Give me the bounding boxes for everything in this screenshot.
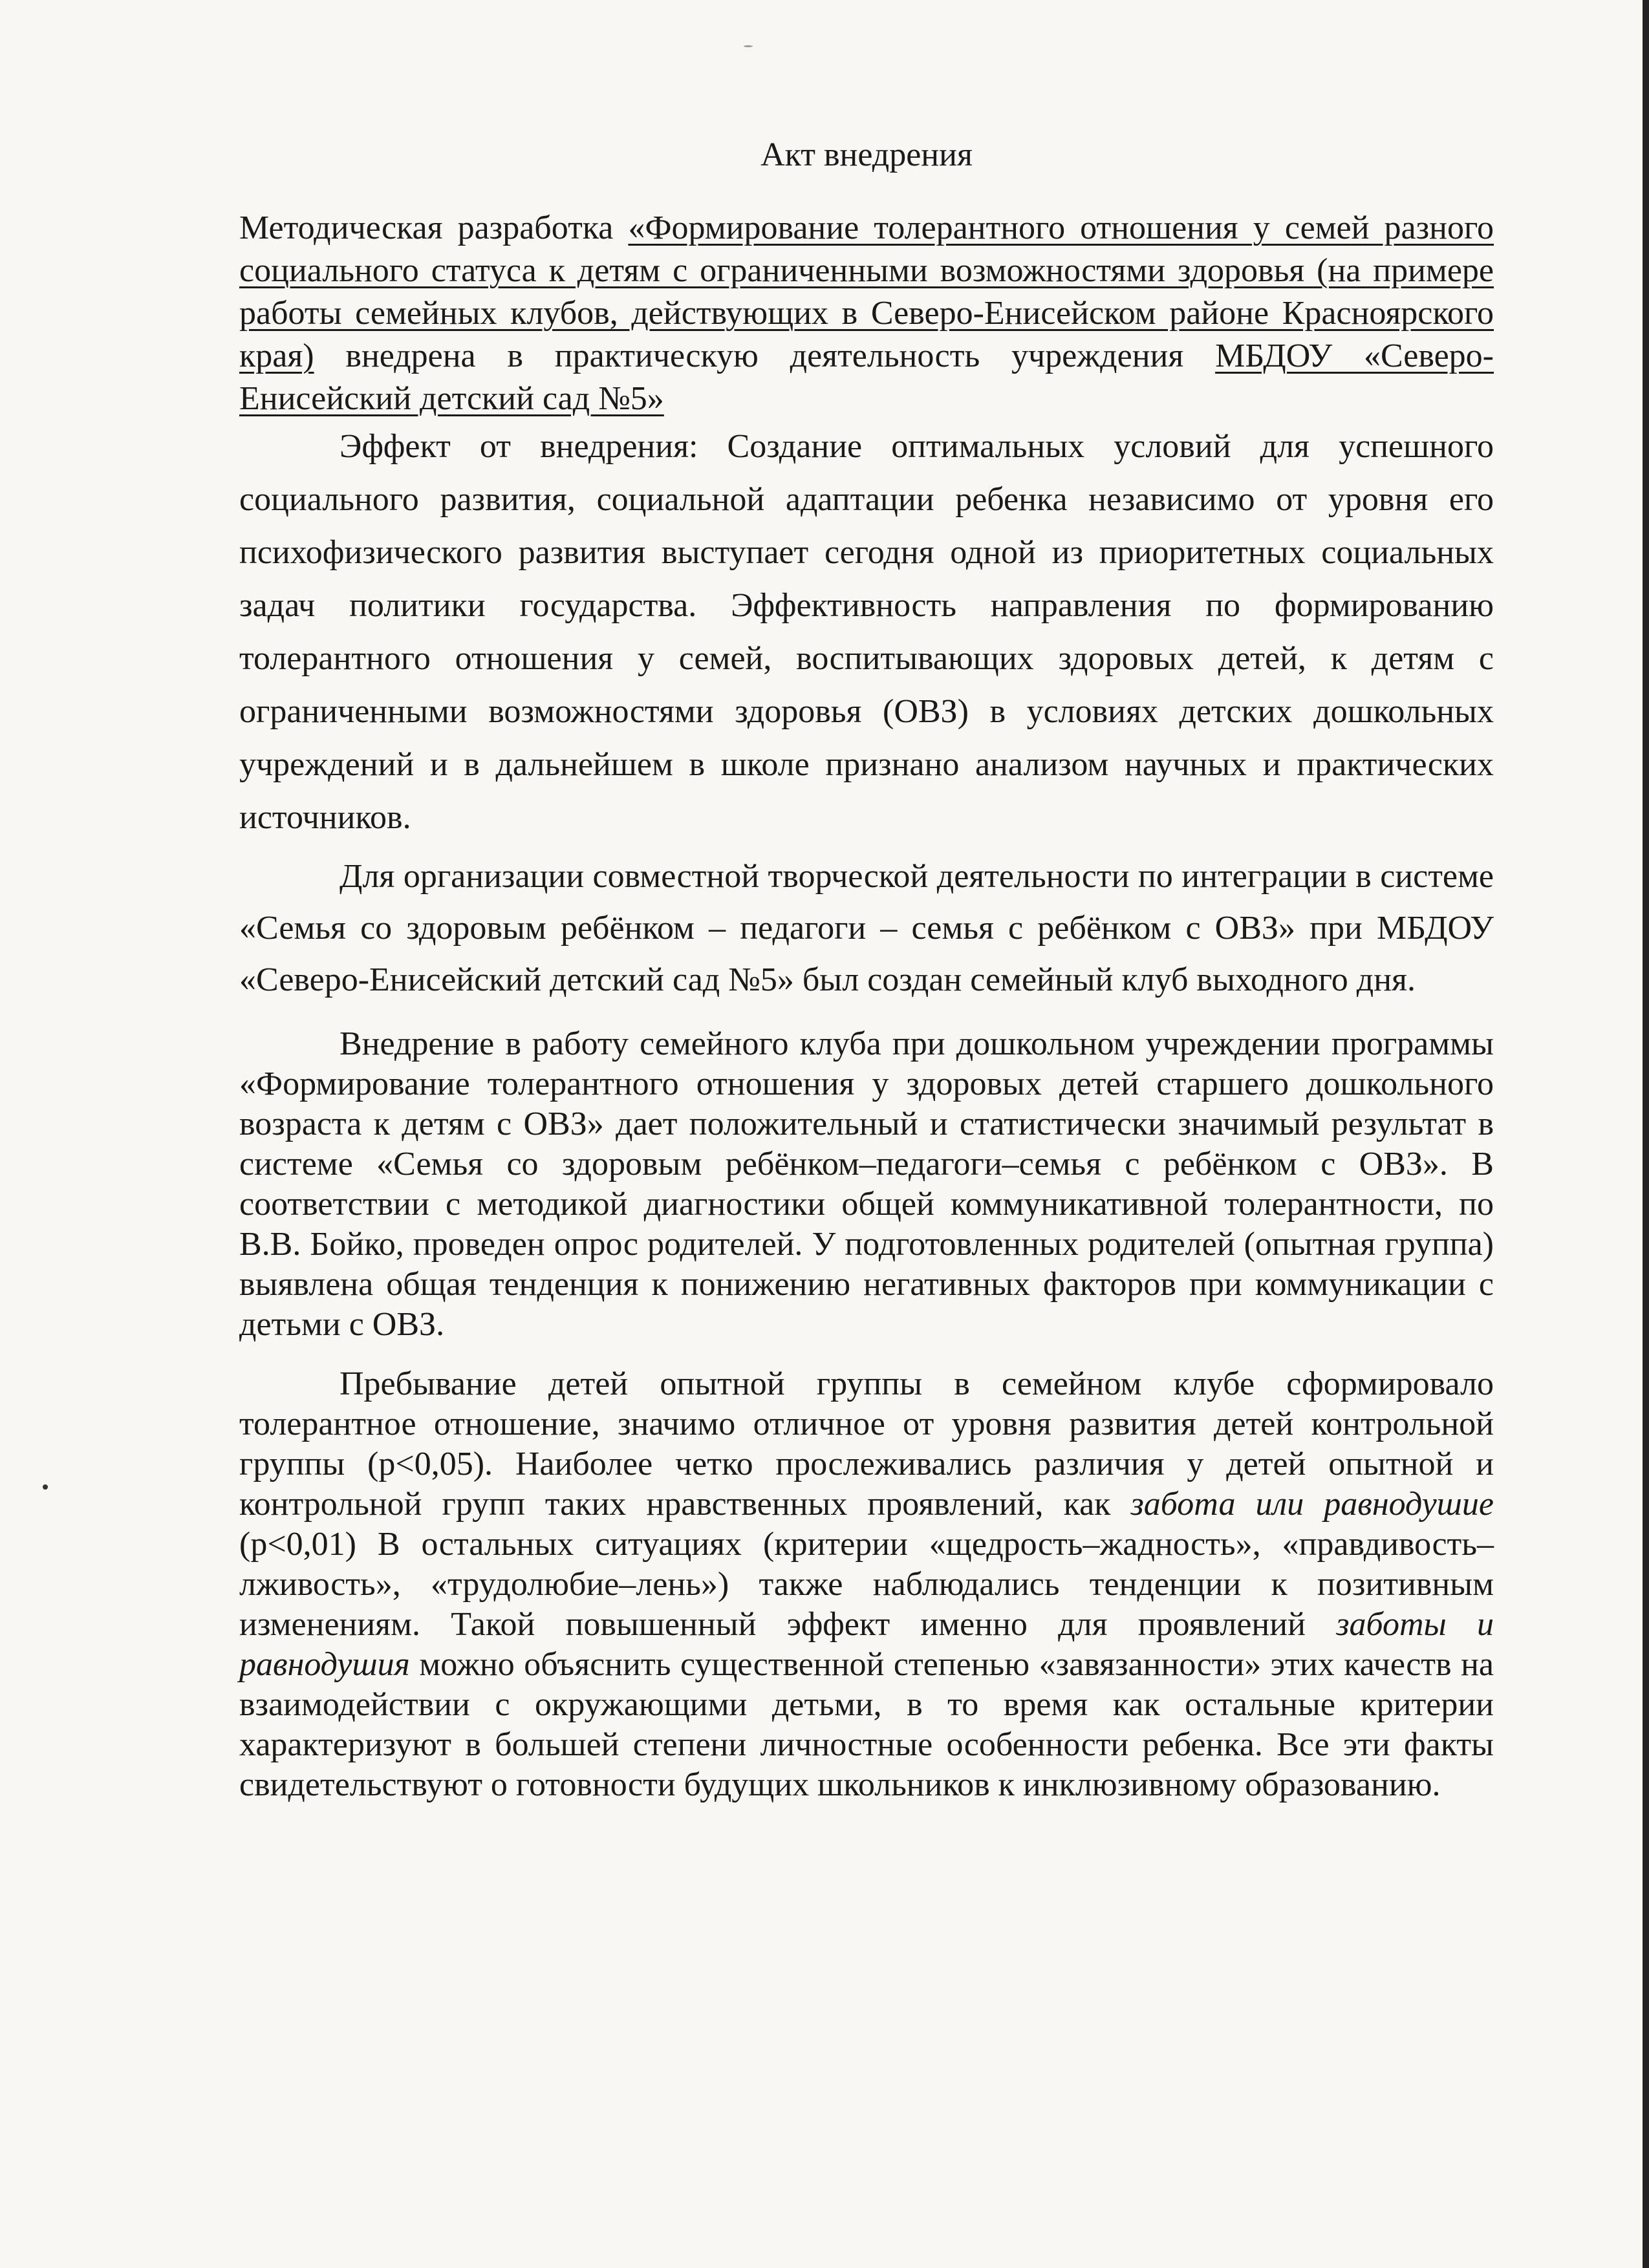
- scan-speck: [43, 1484, 48, 1490]
- intro-paragraph: [239, 207, 1494, 420]
- results-text-c: можно объяснить существенной степенью «завязанности» этих качеств на взаимодействии с окружающими детьми, в то время как остальные критерии характеризуют в большей степени личностные особенности ребенка. Все эти факты свидетельствуют о готовности будущих школьников к инклюзивному образованию.: [239, 1646, 1494, 1803]
- implementation-paragraph: Внедрение в работу семейного клуба при дошкольном учреждении программы «Формирование толерантного отношения у здоровых детей старшего дошкольного возраста к детям с ОВЗ» дает положительный и статистически значимый результат в системе «Семья со здоровым ребёнком–педагоги–семья с ребёнком с ОВЗ». В соответствии с методикой диагностики общей коммуникативной толерантности, по В.В. Бойко, проведен опрос родителей. У подготовленных родителей (опытная группа) выявлена общая тенденция к понижению негативных факторов при коммуникации с детьми с ОВЗ.: [239, 1025, 1494, 1343]
- document-title: Акт внедрения: [760, 136, 973, 173]
- results-paragraph: [239, 1364, 1494, 1805]
- development-title: «Формирование толерантного отношения у семей разного социального статуса к детям с ограниченными возможностями здоровья (на примере работы семейных клубов, действующих в Северо-Енисейском районе Красноярского края): [239, 209, 1494, 374]
- results-text-a: Пребывание детей опытной группы в семейном клубе сформировало толерантное отношение, значимо отличное от уровня развития детей контрольной группы (р<0,05). Наиболее четко прослеживались различия у детей опытной и контрольной групп таких нравственных проявлений, как: [239, 1365, 1494, 1523]
- intro-middle: внедрена в практическую деятельность учреждения: [314, 337, 1216, 374]
- document-body: [239, 129, 1494, 1805]
- organization-paragraph: Для организации совместной творческой деятельности по интеграции в системе «Семья со здоровым ребёнком – педагоги – семья с ребёнком с ОВЗ» при МБДОУ «Северо-Енисейский детский сад №5» был создан семейный клуб выходного дня.: [239, 858, 1494, 998]
- results-text-b: (р<0,01) В остальных ситуациях (критерии «щедрость–жадность», «правдивость–лживость», «трудолюбие–лень») также наблюдались тенденции к позитивным изменениям. Такой повышенный эффект именно для проявлений: [239, 1526, 1494, 1643]
- results-emphasis-1: забота или равнодушие: [1130, 1486, 1494, 1523]
- effect-paragraph: Эффект от внедрения: Создание оптимальных условий для успешного социального развития, социальной адаптации ребенка независимо от уровня его психофизического развития выступает сегодня одной из приоритетных социальных задач политики государства. Эффективность направления по формированию толерантного отношения у семей, воспитывающих здоровых детей, к детям с ограниченными возможностями здоровья (ОВЗ) в условиях детских дошкольных учреждений и в дальнейшем в школе признано анализом научных и практических источников.: [239, 428, 1494, 836]
- scan-edge: [1643, 0, 1649, 2268]
- intro-lead: Методическая разработка: [239, 209, 629, 246]
- institution-name: МБДОУ «Северо-Енисейский детский сад №5»: [239, 337, 1494, 417]
- results-emphasis-2: заботы и равнодушия: [239, 1606, 1494, 1683]
- scan-speck: [744, 45, 753, 47]
